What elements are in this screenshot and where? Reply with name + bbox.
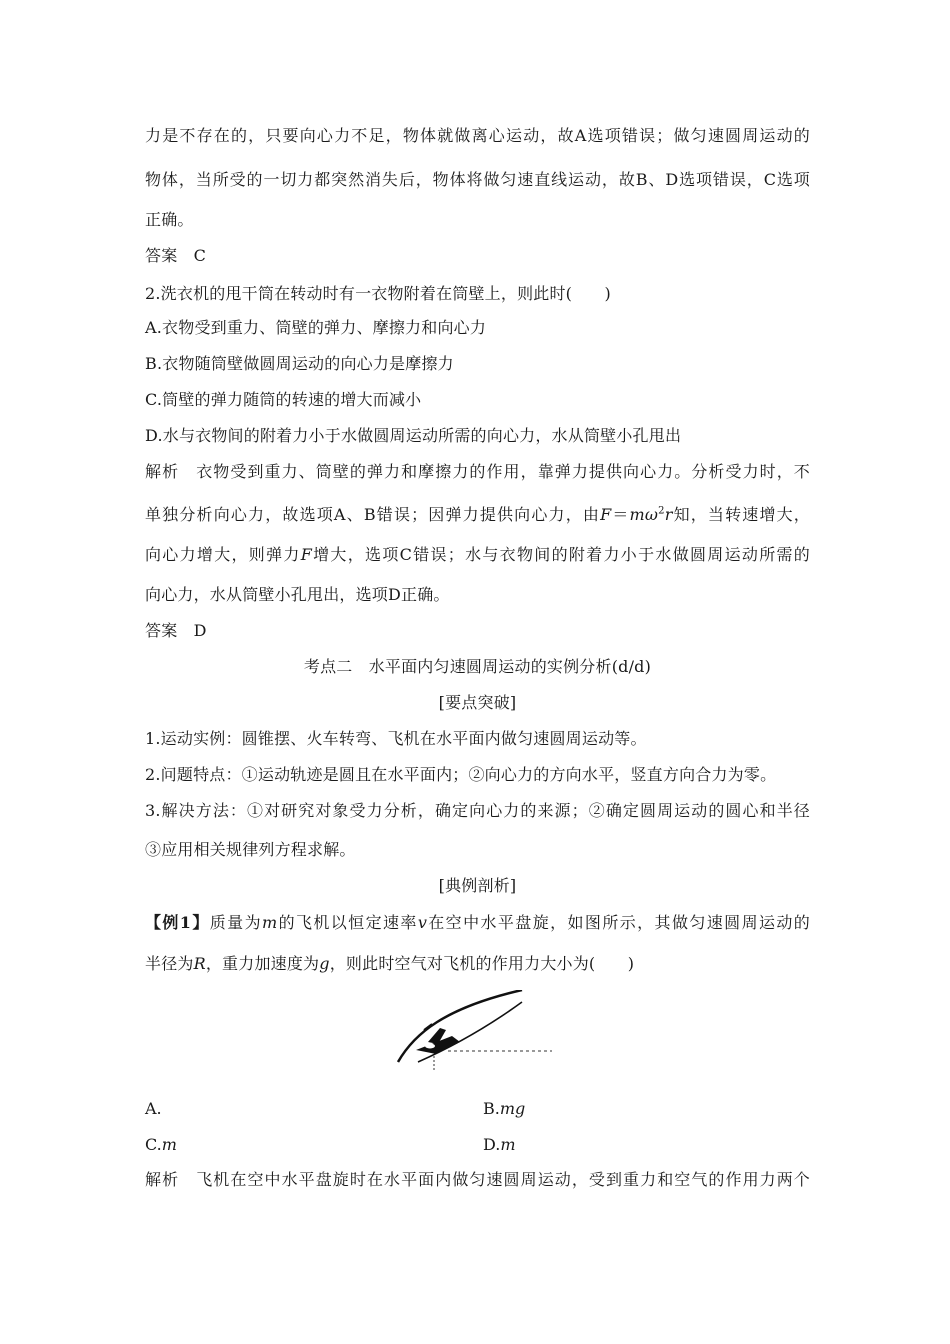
key-point-1: 1.运动实例：圆锥摆、火车转弯、飞机在水平面内做匀速圆周运动等。: [145, 729, 647, 748]
key-point-3: 3.解决方法：①对研究对象受力分析，确定向心力的来源；②确定圆周运动的圆心和半径: [145, 801, 810, 820]
option-d-value: m: [500, 1135, 516, 1154]
prev-analysis-line-3: 正确。: [145, 210, 194, 229]
formula-m: m: [629, 505, 645, 524]
airplane-cockpit-icon: [425, 1044, 435, 1049]
example1-stem-1c: 在空中水平盘旋，如图所示，其做匀速圆周运动的: [427, 913, 810, 932]
q2-stem: 2.洗衣机的甩干筒在转动时有一衣物附着在筒壁上，则此时( ): [145, 284, 611, 303]
examples-heading: [典例剖析]: [438, 876, 517, 895]
option-d-label: D.: [483, 1135, 501, 1154]
option-b-label: B.: [483, 1099, 500, 1118]
formula-eq: ＝: [611, 505, 630, 524]
prev-analysis-line-2: 物体，当所受的一切力都突然消失后，物体将做匀速直线运动，故B、D选项错误，C选项: [145, 170, 810, 189]
example1-option-b: [483, 1099, 525, 1119]
example1-analysis-line-1: 解析 飞机在空中水平盘旋时在水平面内做匀速圆周运动，受到重力和空气的作用力两个: [145, 1170, 810, 1189]
example1-var-g: g: [319, 954, 330, 973]
example1-var-v: v: [417, 913, 428, 932]
key-point-2: 2.问题特点：①运动轨迹是圆且在水平面内；②向心力的方向水平，竖直方向合力为零。: [145, 765, 777, 784]
example1-stem-line-1: [145, 913, 810, 933]
option-c-label: C.: [145, 1135, 162, 1154]
key-point-3-cont: ③应用相关规律列方程求解。: [145, 840, 356, 859]
q2-answer: 答案 D: [145, 621, 207, 640]
formula-F: F: [600, 505, 612, 524]
q2-analysis-line-2-text-a: 单独分析向心力，故选项A、B错误；因弹力提供向心力，由: [145, 505, 601, 524]
q2-option-c: C.筒壁的弹力随筒的转速的增大而减小: [145, 390, 422, 409]
formula-square: 2: [658, 505, 665, 517]
example1-option-a: [145, 1099, 162, 1119]
example1-stem-2b: ，重力加速度为: [205, 954, 320, 973]
q2-analysis-line-1: 解析 衣物受到重力、筒壁的弹力和摩擦力的作用，靠弹力提供向心力。分析受力时，不: [145, 462, 810, 481]
example1-stem-2c: ，则此时空气对飞机的作用力大小为( ): [329, 954, 635, 973]
example1-stem-line-2: [145, 954, 810, 974]
formula-r: r: [664, 505, 673, 524]
example1-stem-1b: 的飞机以恒定速率: [277, 913, 418, 932]
option-b-value: mg: [499, 1099, 526, 1118]
example1-var-R: R: [193, 954, 206, 973]
banking-airplane-figure: [394, 990, 554, 1070]
q2-analysis-line-3-text-a: 向心力增大，则弹力: [145, 545, 301, 564]
prev-analysis-line-1: 力是不存在的，只要向心力不足，物体就做离心运动，故A选项错误；做匀速圆周运动的: [145, 126, 810, 145]
option-a-label: A.: [145, 1099, 162, 1118]
q2-analysis-line-2: [145, 505, 810, 525]
q2-analysis-line-3-F: F: [300, 545, 313, 564]
formula-omega: ω: [644, 505, 659, 524]
example1-option-d: [483, 1135, 516, 1155]
q2-analysis-line-2-text-b: 知，当转速增大，: [672, 505, 811, 524]
prev-answer: 答案 C: [145, 246, 207, 265]
q2-analysis-line-4: 向心力，水从筒壁小孔甩出，选项D正确。: [145, 585, 450, 604]
example1-option-c: [145, 1135, 177, 1155]
q2-option-d: D.水与衣物间的附着力小于水做圆周运动所需的向心力，水从筒壁小孔甩出: [145, 426, 682, 445]
q2-option-a: A.衣物受到重力、筒壁的弹力、摩擦力和向心力: [145, 318, 487, 337]
key-points-heading: [要点突破]: [438, 693, 517, 712]
example1-label: 【例1】: [145, 913, 210, 932]
q2-option-b: B.衣物随筒壁做圆周运动的向心力是摩擦力: [145, 354, 454, 373]
q2-analysis-line-3: [145, 545, 810, 565]
section-title: 考点二 水平面内匀速圆周运动的实例分析(d/d): [303, 657, 652, 676]
example1-stem-2a: 半径为: [145, 954, 194, 973]
q2-analysis-line-3-text-b: 增大，选项C错误；水与衣物间的附着力小于水做圆周运动所需的: [312, 545, 810, 564]
example1-stem-1a: 质量为: [209, 913, 262, 932]
example1-var-m: m: [261, 913, 278, 932]
option-c-value: m: [161, 1135, 177, 1154]
